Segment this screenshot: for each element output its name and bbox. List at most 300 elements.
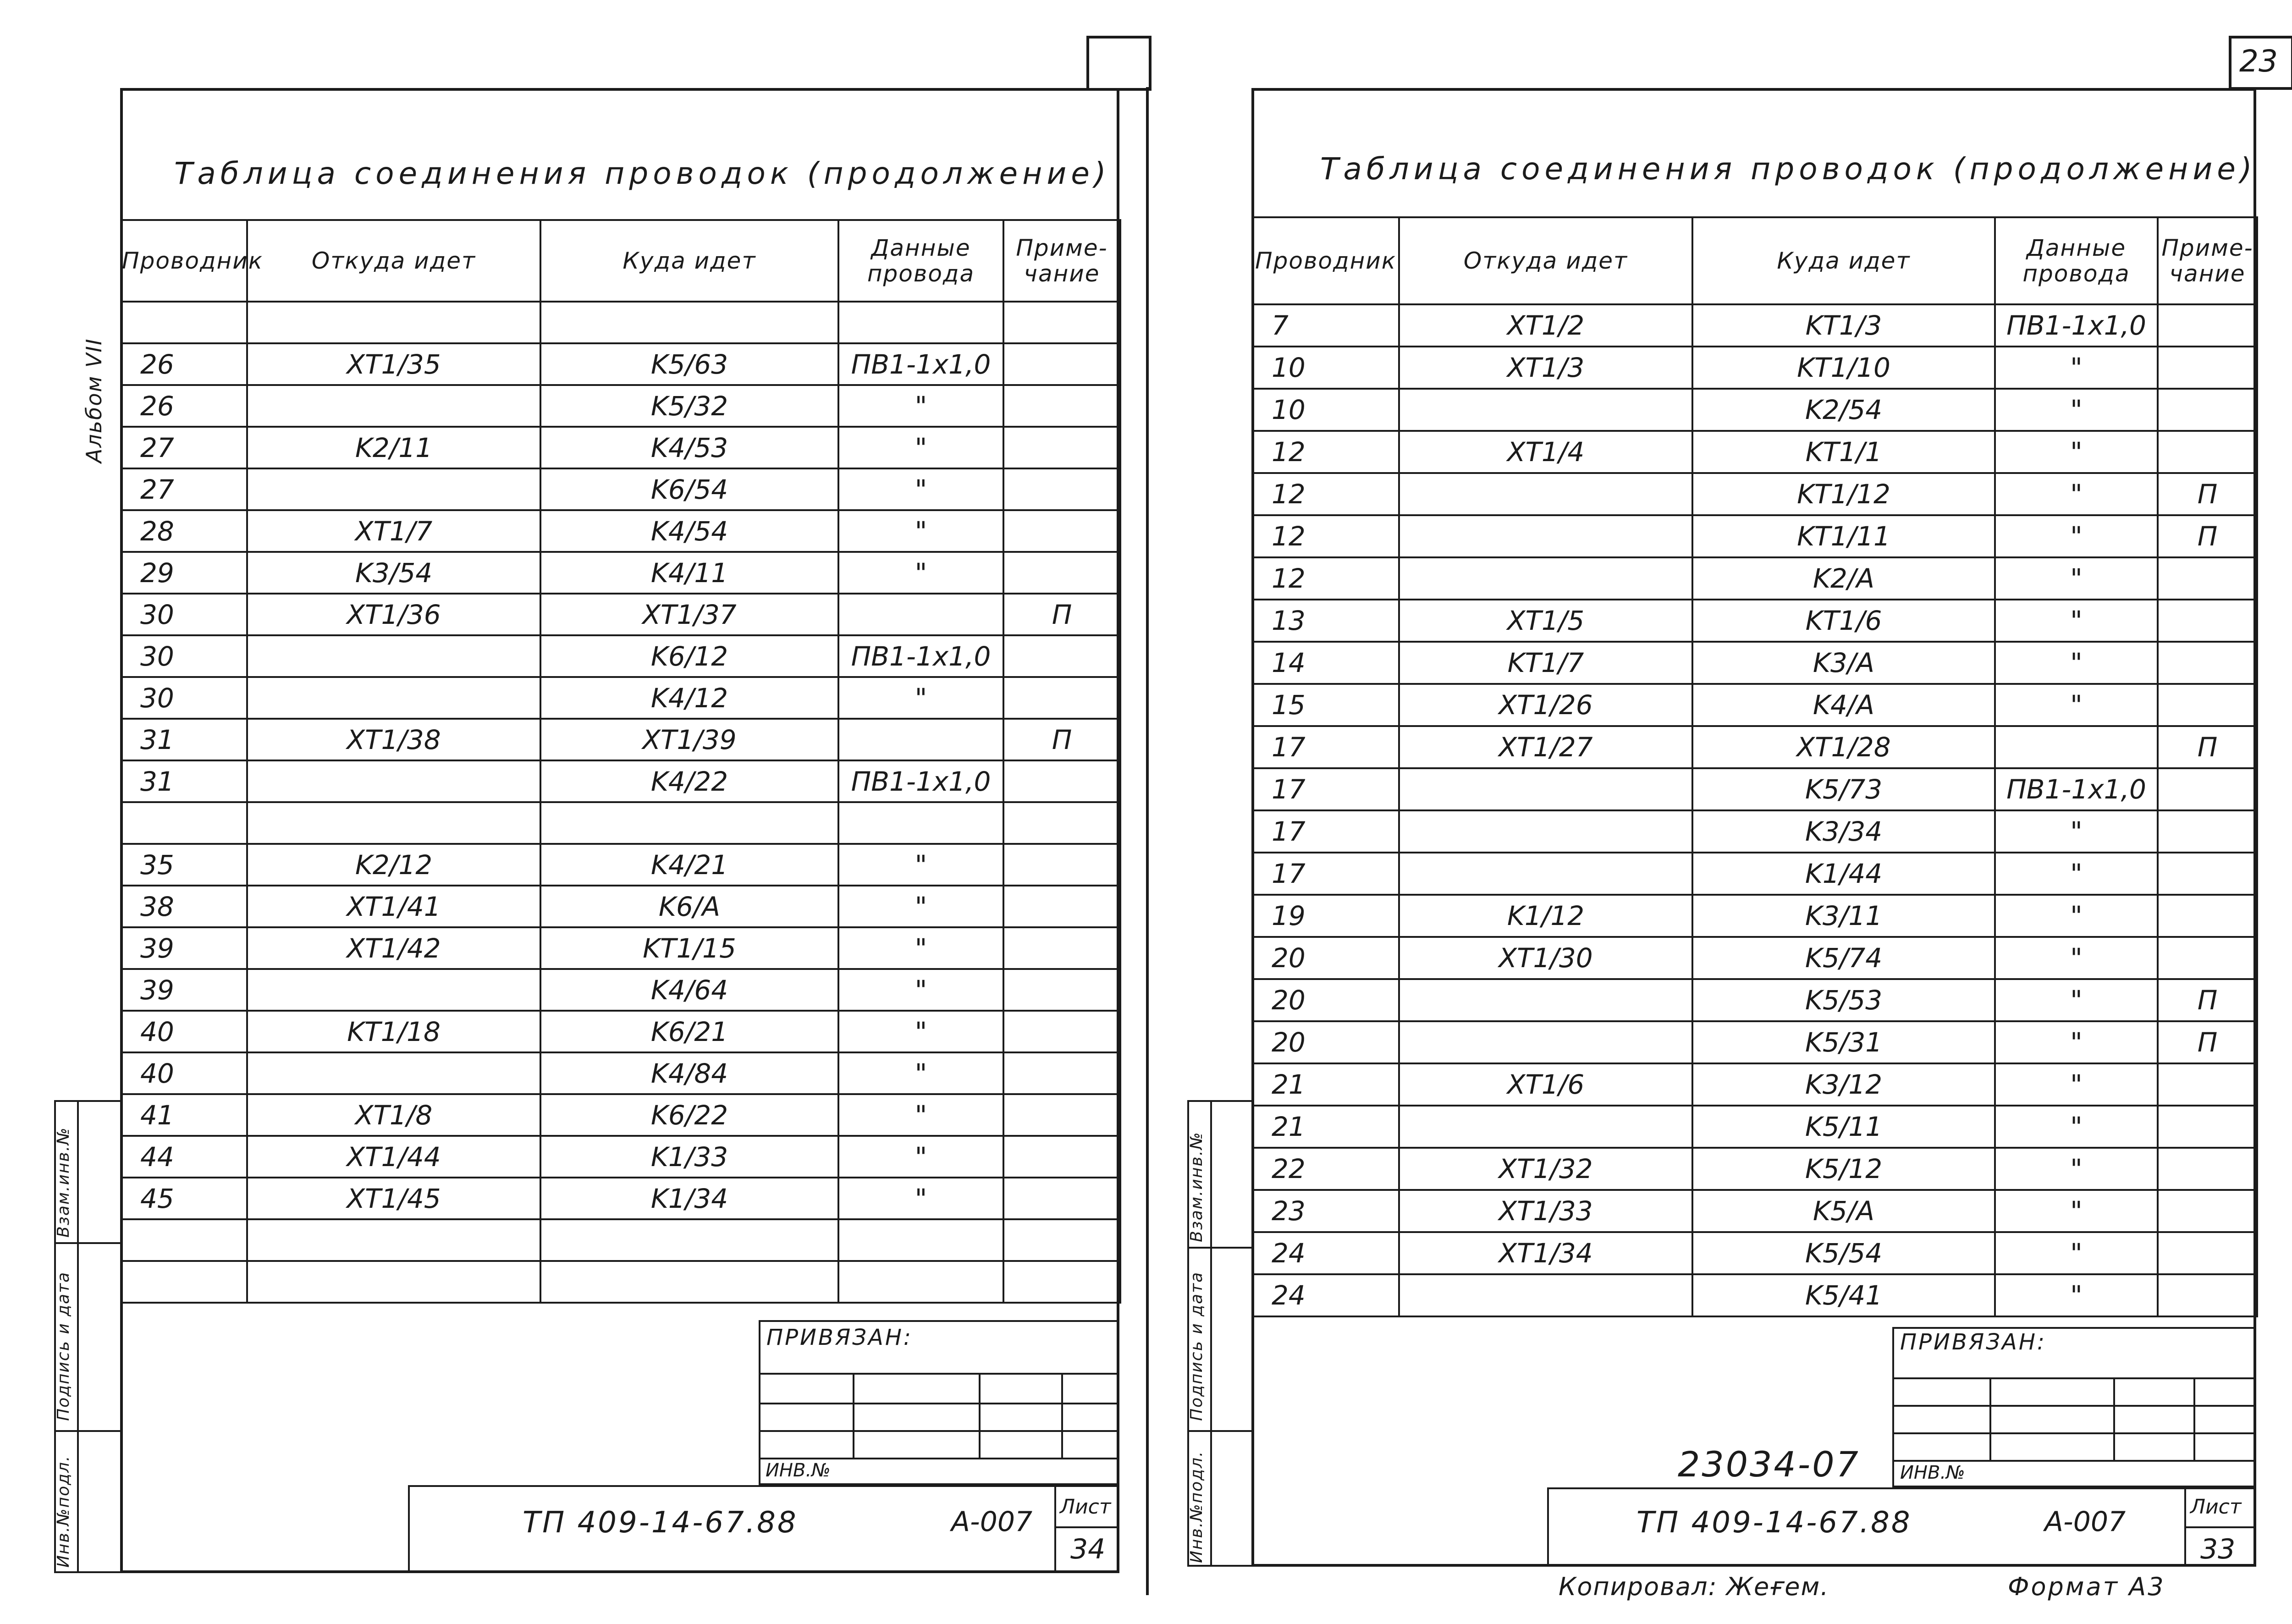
left-privyazan-label: ПРИВЯЗАН:: [766, 1325, 913, 1350]
cell-from: XT1/2: [1399, 304, 1692, 347]
cell-to: K2/A: [1692, 557, 1995, 600]
left-album-code: А-007: [951, 1506, 1033, 1538]
cell-to: XT1/28: [1692, 726, 1995, 768]
cell-to: [540, 802, 838, 844]
cell-wire-data: ": [1995, 810, 2158, 853]
cell-to: K5/11: [1692, 1106, 1995, 1148]
cell-to: K6/54: [540, 468, 838, 510]
cell-note: [1003, 427, 1120, 468]
cell-note: [1003, 1219, 1120, 1261]
cell-wire-data: [1995, 726, 2158, 768]
cell-from: [1399, 515, 1692, 557]
table-row: [121, 677, 1120, 719]
table-row: [1252, 1021, 2257, 1063]
cell-conductor: 12: [1252, 473, 1399, 515]
table-row: [121, 719, 1120, 760]
cell-to: K2/54: [1692, 389, 1995, 431]
cell-wire-data: ПВ1-1x1,0: [838, 635, 1003, 677]
left-table-title: Таблица соединения проводок (продолжение): [174, 156, 1111, 191]
cell-wire-data: [838, 1261, 1003, 1303]
cell-note: [2158, 684, 2257, 726]
table-row: [1252, 726, 2257, 768]
cell-note: П: [1003, 719, 1120, 760]
cell-conductor: 41: [121, 1094, 247, 1136]
cell-wire-data: ": [1995, 1021, 2158, 1063]
cell-wire-data: ": [1995, 431, 2158, 473]
table-row: [1252, 1148, 2257, 1190]
cell-note: [2158, 1063, 2257, 1106]
cell-from: XT1/42: [247, 927, 540, 969]
cell-to: K4/21: [540, 844, 838, 886]
header-wire-data: Данные провода: [838, 220, 1003, 302]
cell-wire-data: ": [838, 427, 1003, 468]
cell-to: KT1/11: [1692, 515, 1995, 557]
cell-to: [540, 1261, 838, 1303]
cell-wire-data: [838, 719, 1003, 760]
cell-from: K1/12: [1399, 895, 1692, 937]
cell-conductor: [121, 1219, 247, 1261]
table-row: [1252, 684, 2257, 726]
cell-conductor: 31: [121, 760, 247, 802]
footer-copied-by: Копировал: Жеғем.: [1559, 1572, 1829, 1601]
cell-from: [1399, 768, 1692, 810]
cell-wire-data: ": [838, 510, 1003, 552]
cell-to: K5/54: [1692, 1232, 1995, 1274]
cell-conductor: 17: [1252, 853, 1399, 895]
cell-wire-data: ": [838, 1136, 1003, 1178]
cell-conductor: 30: [121, 594, 247, 635]
cell-conductor: 31: [121, 719, 247, 760]
cell-conductor: 22: [1252, 1148, 1399, 1190]
header-to: Куда идет: [540, 220, 838, 302]
cell-to: K4/84: [540, 1052, 838, 1094]
cell-conductor: 12: [1252, 515, 1399, 557]
cell-to: XT1/39: [540, 719, 838, 760]
cell-to: K1/33: [540, 1136, 838, 1178]
cell-from: XT1/26: [1399, 684, 1692, 726]
cell-from: XT1/38: [247, 719, 540, 760]
cell-conductor: 17: [1252, 768, 1399, 810]
cell-note: [1003, 1261, 1120, 1303]
cell-from: XT1/7: [247, 510, 540, 552]
cell-to: K3/12: [1692, 1063, 1995, 1106]
cell-note: П: [2158, 979, 2257, 1021]
right-doc-code: ТП 409-14-67.88: [1636, 1506, 1912, 1540]
cell-wire-data: ": [1995, 895, 2158, 937]
cell-note: [1003, 302, 1120, 343]
cell-wire-data: ": [838, 969, 1003, 1011]
cell-from: [1399, 1274, 1692, 1316]
table-row: [1252, 473, 2257, 515]
cell-from: K2/12: [247, 844, 540, 886]
table-row: [121, 302, 1120, 343]
table-row: [1252, 895, 2257, 937]
cell-conductor: 28: [121, 510, 247, 552]
cell-conductor: 29: [121, 552, 247, 594]
cell-note: П: [2158, 515, 2257, 557]
cell-wire-data: ": [1995, 684, 2158, 726]
cell-note: [1003, 927, 1120, 969]
cell-from: XT1/34: [1399, 1232, 1692, 1274]
header-note: Приме-чание: [2158, 217, 2257, 304]
cell-to: K4/64: [540, 969, 838, 1011]
table-row: [1252, 389, 2257, 431]
cell-to: K6/12: [540, 635, 838, 677]
cell-note: [1003, 635, 1120, 677]
cell-note: [2158, 895, 2257, 937]
cell-note: [1003, 802, 1120, 844]
cell-to: KT1/12: [1692, 473, 1995, 515]
cell-wire-data: ": [838, 468, 1003, 510]
cell-to: K5/63: [540, 343, 838, 385]
cell-to: [540, 1219, 838, 1261]
cell-note: [1003, 385, 1120, 427]
cell-wire-data: ": [1995, 1148, 2158, 1190]
cell-to: K6/21: [540, 1011, 838, 1052]
cell-conductor: 24: [1252, 1232, 1399, 1274]
table-row: [1252, 1274, 2257, 1316]
cell-conductor: 17: [1252, 726, 1399, 768]
cell-wire-data: ": [838, 1094, 1003, 1136]
cell-note: П: [2158, 726, 2257, 768]
cell-conductor: 21: [1252, 1106, 1399, 1148]
cell-to: K4/A: [1692, 684, 1995, 726]
cell-conductor: 45: [121, 1178, 247, 1219]
cell-to: KT1/3: [1692, 304, 1995, 347]
table-row: [1252, 1106, 2257, 1148]
cell-from: [247, 802, 540, 844]
cell-note: [1003, 1052, 1120, 1094]
page-number: 23: [2239, 44, 2278, 79]
cell-wire-data: ПВ1-1x1,0: [1995, 768, 2158, 810]
cell-wire-data: ": [838, 927, 1003, 969]
table-row: [121, 635, 1120, 677]
cell-to: K5/41: [1692, 1274, 1995, 1316]
cell-from: XT1/41: [247, 886, 540, 927]
cell-to: K5/31: [1692, 1021, 1995, 1063]
cell-from: [247, 969, 540, 1011]
cell-to: K4/53: [540, 427, 838, 468]
cell-conductor: 40: [121, 1052, 247, 1094]
cell-wire-data: ": [838, 886, 1003, 927]
table-row: [121, 969, 1120, 1011]
cell-wire-data: ": [1995, 642, 2158, 684]
cell-from: XT1/35: [247, 343, 540, 385]
table-row: [1252, 557, 2257, 600]
cell-wire-data: ПВ1-1x1,0: [1995, 304, 2158, 347]
cell-note: [1003, 343, 1120, 385]
table-row: [121, 927, 1120, 969]
cell-from: [1399, 853, 1692, 895]
left-inv-no-label: ИНВ.№: [766, 1460, 831, 1481]
cell-conductor: 12: [1252, 557, 1399, 600]
cell-conductor: 10: [1252, 347, 1399, 389]
table-row: [1252, 810, 2257, 853]
cell-conductor: 27: [121, 427, 247, 468]
cell-conductor: 21: [1252, 1063, 1399, 1106]
cell-wire-data: ": [1995, 853, 2158, 895]
cell-note: [2158, 347, 2257, 389]
cell-to: K5/32: [540, 385, 838, 427]
cell-wire-data: ": [838, 552, 1003, 594]
cell-conductor: 24: [1252, 1274, 1399, 1316]
cell-note: [1003, 1136, 1120, 1178]
cell-from: [1399, 1106, 1692, 1148]
right-margin-inv-podl: Инв.№подл.: [1187, 1450, 1206, 1563]
archive-number: 23034-07: [1678, 1444, 1860, 1485]
cell-conductor: [121, 1261, 247, 1303]
cell-from: K3/54: [247, 552, 540, 594]
cell-to: K3/34: [1692, 810, 1995, 853]
header-from: Откуда идет: [1399, 217, 1692, 304]
header-from: Откуда идет: [247, 220, 540, 302]
table-row: [121, 886, 1120, 927]
cell-to: K4/12: [540, 677, 838, 719]
cell-from: XT1/36: [247, 594, 540, 635]
table-row: [121, 427, 1120, 468]
table-row: [1252, 937, 2257, 979]
cell-conductor: 40: [121, 1011, 247, 1052]
cell-to: KT1/10: [1692, 347, 1995, 389]
table-row: [121, 510, 1120, 552]
cell-wire-data: ": [1995, 600, 2158, 642]
right-inv-no-label: ИНВ.№: [1900, 1462, 1965, 1483]
cell-to: KT1/6: [1692, 600, 1995, 642]
header-note: Приме-чание: [1003, 220, 1120, 302]
table-row: [1252, 768, 2257, 810]
cell-note: [1003, 510, 1120, 552]
table-row: [1252, 1232, 2257, 1274]
table-row: [121, 760, 1120, 802]
cell-note: [1003, 969, 1120, 1011]
cell-note: [1003, 552, 1120, 594]
right-table-body: [1252, 304, 2257, 1316]
table-row: [121, 1094, 1120, 1136]
left-sheet-label: Лист: [1060, 1495, 1111, 1519]
cell-wire-data: ": [1995, 1190, 2158, 1232]
cell-from: XT1/45: [247, 1178, 540, 1219]
cell-note: П: [1003, 594, 1120, 635]
cell-from: XT1/4: [1399, 431, 1692, 473]
cell-note: [1003, 1178, 1120, 1219]
cell-note: [1003, 844, 1120, 886]
cell-note: [2158, 937, 2257, 979]
cell-note: [2158, 431, 2257, 473]
table-row: [1252, 979, 2257, 1021]
cell-note: П: [2158, 1021, 2257, 1063]
cell-conductor: 26: [121, 343, 247, 385]
cell-from: K2/11: [247, 427, 540, 468]
table-row: [121, 1011, 1120, 1052]
cell-wire-data: ": [838, 677, 1003, 719]
cell-conductor: 20: [1252, 1021, 1399, 1063]
cell-wire-data: ": [838, 1178, 1003, 1219]
cell-wire-data: ": [1995, 557, 2158, 600]
cell-note: [1003, 760, 1120, 802]
right-margin-signature: Подпись и дата: [1187, 1271, 1206, 1421]
cell-to: K1/34: [540, 1178, 838, 1219]
left-margin-signature: Подпись и дата: [54, 1271, 73, 1421]
table-row: [121, 1052, 1120, 1094]
cell-to: K5/A: [1692, 1190, 1995, 1232]
cell-note: [2158, 1106, 2257, 1148]
table-row: [121, 1219, 1120, 1261]
cell-to: K1/44: [1692, 853, 1995, 895]
cell-from: [1399, 1021, 1692, 1063]
cell-to: K5/12: [1692, 1148, 1995, 1190]
table-row: [121, 844, 1120, 886]
table-row: [121, 343, 1120, 385]
header-conductor: Проводник: [121, 220, 247, 302]
cell-to: KT1/1: [1692, 431, 1995, 473]
cell-note: [1003, 886, 1120, 927]
table-row: [121, 552, 1120, 594]
cell-from: KT1/18: [247, 1011, 540, 1052]
cell-to: K6/A: [540, 886, 838, 927]
cell-to: K3/11: [1692, 895, 1995, 937]
cell-from: [247, 1052, 540, 1094]
cell-wire-data: ": [1995, 347, 2158, 389]
cell-from: [247, 385, 540, 427]
cell-conductor: 30: [121, 635, 247, 677]
right-sheet-number: 33: [2200, 1533, 2236, 1565]
left-doc-code: ТП 409-14-67.88: [523, 1506, 798, 1540]
left-corner-box: [1086, 36, 1152, 91]
left-margin-inv-podl: Инв.№подл.: [54, 1455, 73, 1568]
cell-wire-data: ": [1995, 979, 2158, 1021]
cell-conductor: 44: [121, 1136, 247, 1178]
cell-from: XT1/5: [1399, 600, 1692, 642]
cell-note: [1003, 1094, 1120, 1136]
left-margin-vzam: Взам.инв.№: [54, 1127, 73, 1238]
right-connection-table: [1251, 216, 2258, 1317]
header-wire-data: Данные провода: [1995, 217, 2158, 304]
cell-from: [247, 468, 540, 510]
right-margin-vzam: Взам.инв.№: [1187, 1131, 1206, 1242]
table-row: [1252, 431, 2257, 473]
cell-note: [2158, 1148, 2257, 1190]
cell-from: [247, 302, 540, 343]
cell-conductor: 39: [121, 927, 247, 969]
cell-note: [1003, 677, 1120, 719]
right-table-title: Таблица соединения проводок (продолжение): [1320, 151, 2257, 187]
table-row: [121, 1136, 1120, 1178]
cell-wire-data: ": [838, 1052, 1003, 1094]
table-row: [1252, 347, 2257, 389]
cell-wire-data: ПВ1-1x1,0: [838, 343, 1003, 385]
cell-from: XT1/3: [1399, 347, 1692, 389]
page-fold-line: [1146, 87, 1149, 1595]
cell-note: [2158, 304, 2257, 347]
cell-conductor: 15: [1252, 684, 1399, 726]
cell-conductor: [121, 802, 247, 844]
cell-wire-data: ": [1995, 937, 2158, 979]
cell-to: K5/73: [1692, 768, 1995, 810]
cell-to: K5/74: [1692, 937, 1995, 979]
cell-to: K4/54: [540, 510, 838, 552]
cell-wire-data: ": [838, 844, 1003, 886]
cell-wire-data: [838, 594, 1003, 635]
cell-from: [247, 1261, 540, 1303]
cell-wire-data: ": [1995, 1274, 2158, 1316]
cell-wire-data: ": [838, 385, 1003, 427]
cell-wire-data: [838, 302, 1003, 343]
cell-wire-data: ": [1995, 515, 2158, 557]
cell-from: XT1/33: [1399, 1190, 1692, 1232]
table-row: [121, 385, 1120, 427]
left-sheet-number: 34: [1070, 1533, 1106, 1565]
cell-from: [247, 1219, 540, 1261]
cell-from: XT1/44: [247, 1136, 540, 1178]
cell-conductor: 7: [1252, 304, 1399, 347]
cell-conductor: 13: [1252, 600, 1399, 642]
cell-note: П: [2158, 473, 2257, 515]
cell-conductor: 35: [121, 844, 247, 886]
cell-conductor: 26: [121, 385, 247, 427]
cell-from: XT1/30: [1399, 937, 1692, 979]
right-privyazan-label: ПРИВЯЗАН:: [1900, 1329, 2047, 1355]
cell-note: [2158, 1274, 2257, 1316]
cell-from: XT1/6: [1399, 1063, 1692, 1106]
cell-wire-data: ": [1995, 1063, 2158, 1106]
cell-note: [2158, 768, 2257, 810]
cell-note: [1003, 1011, 1120, 1052]
table-row: [1252, 600, 2257, 642]
table-row: [1252, 642, 2257, 684]
right-album-code: А-007: [2044, 1506, 2126, 1538]
cell-note: [2158, 600, 2257, 642]
table-row: [121, 594, 1120, 635]
cell-to: K4/11: [540, 552, 838, 594]
cell-wire-data: ПВ1-1x1,0: [838, 760, 1003, 802]
cell-from: [1399, 557, 1692, 600]
cell-from: [1399, 389, 1692, 431]
cell-from: XT1/8: [247, 1094, 540, 1136]
table-row: [1252, 515, 2257, 557]
table-row: [121, 468, 1120, 510]
left-table-body: [121, 302, 1120, 1303]
cell-conductor: 12: [1252, 431, 1399, 473]
footer-format: Формат А3: [2008, 1572, 2165, 1601]
cell-conductor: 14: [1252, 642, 1399, 684]
left-connection-table: [120, 219, 1121, 1304]
cell-note: [1003, 468, 1120, 510]
cell-from: XT1/32: [1399, 1148, 1692, 1190]
cell-conductor: 17: [1252, 810, 1399, 853]
cell-wire-data: ": [1995, 1106, 2158, 1148]
cell-conductor: 38: [121, 886, 247, 927]
right-sheet-label: Лист: [2190, 1495, 2242, 1519]
cell-wire-data: ": [838, 1011, 1003, 1052]
cell-to: K6/22: [540, 1094, 838, 1136]
cell-from: [247, 635, 540, 677]
cell-to: KT1/15: [540, 927, 838, 969]
cell-note: [2158, 557, 2257, 600]
cell-conductor: 30: [121, 677, 247, 719]
cell-note: [2158, 1190, 2257, 1232]
cell-wire-data: [838, 1219, 1003, 1261]
cell-to: K3/A: [1692, 642, 1995, 684]
cell-wire-data: [838, 802, 1003, 844]
table-row: [1252, 304, 2257, 347]
cell-wire-data: ": [1995, 1232, 2158, 1274]
cell-wire-data: ": [1995, 473, 2158, 515]
table-row: [1252, 1190, 2257, 1232]
cell-to: K5/53: [1692, 979, 1995, 1021]
table-row: [1252, 1063, 2257, 1106]
cell-conductor: 20: [1252, 979, 1399, 1021]
cell-conductor: [121, 302, 247, 343]
